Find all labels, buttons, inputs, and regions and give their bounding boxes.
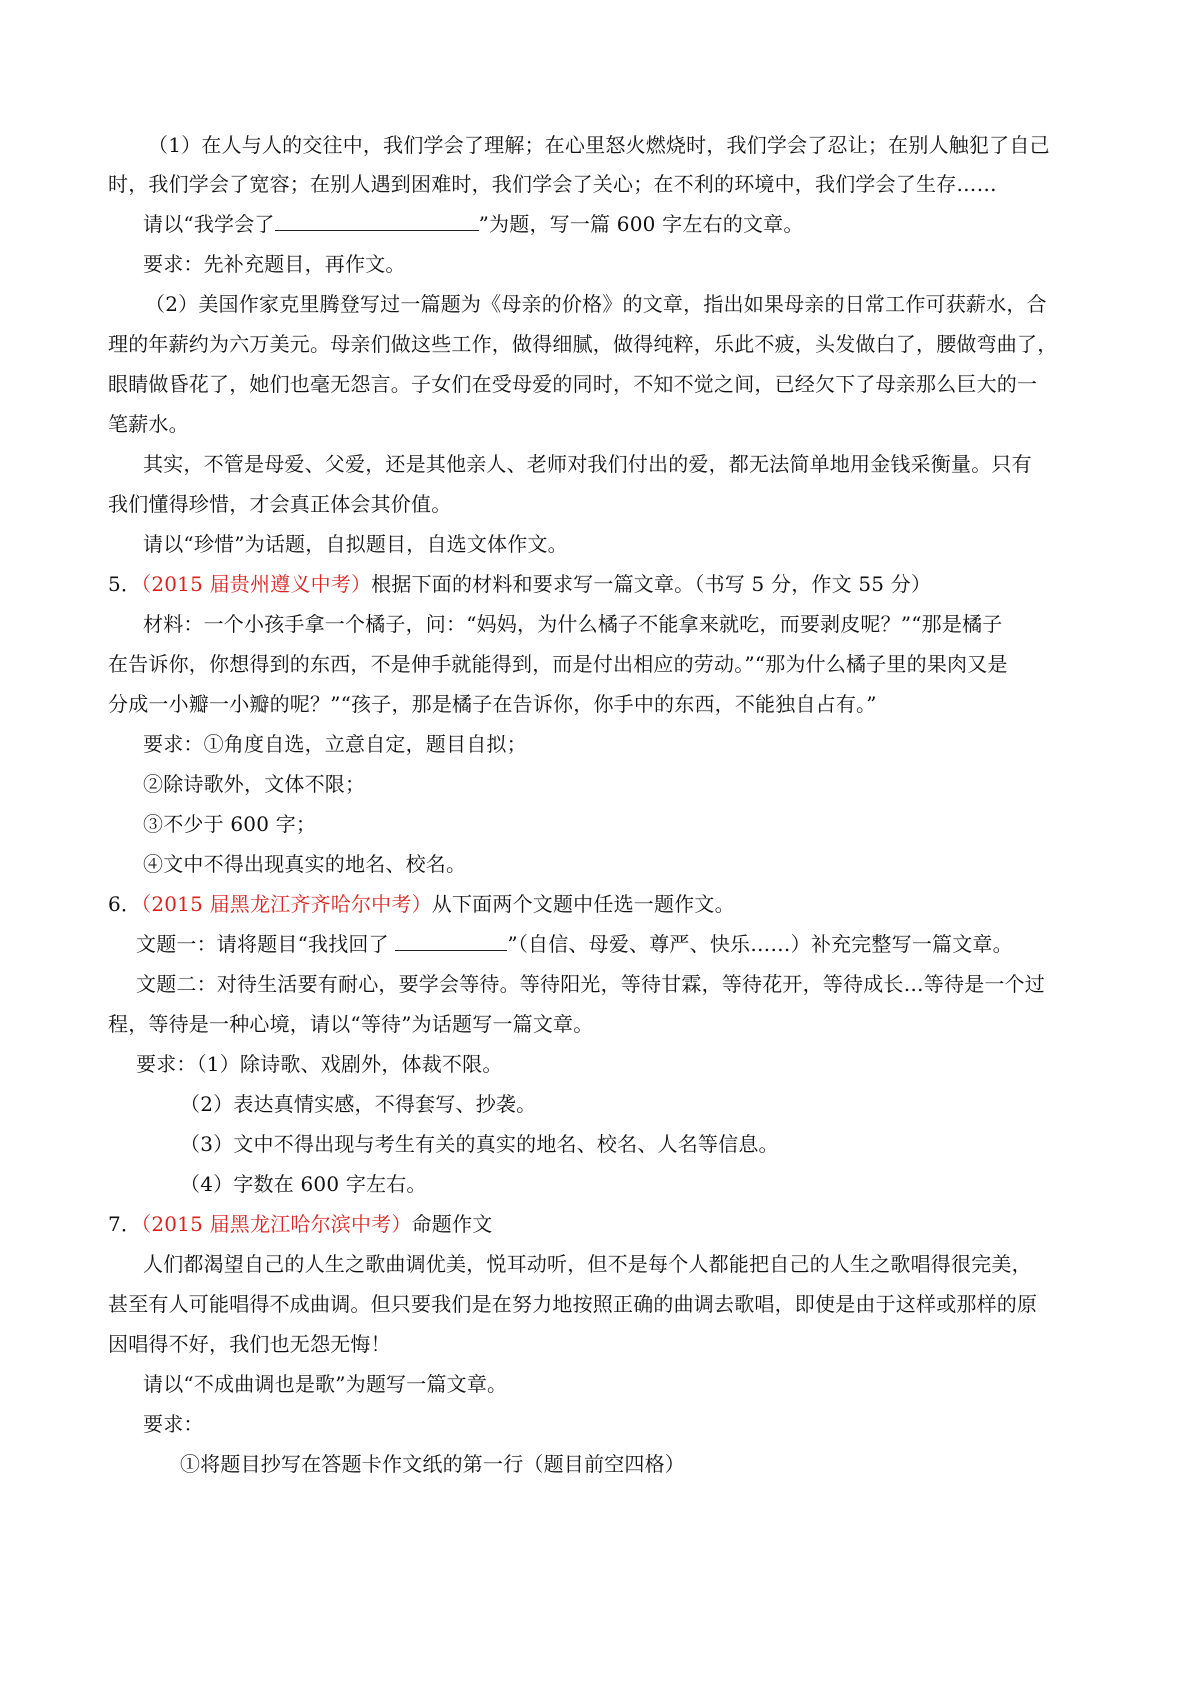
prompt-prefix: 请以“我学会了 <box>143 212 275 236</box>
paragraph-line: 笔薪水。 <box>108 412 189 436</box>
paragraph-line: 时，我们学会了宽容；在别人遇到困难时，我们学会了关心；在不利的环境中，我们学会了生存…… <box>108 172 997 196</box>
prompt-line: 请以“珍惜”为话题，自拟题目，自选文体作文。 <box>143 532 568 556</box>
title-blank <box>275 210 479 231</box>
material-line: 分成一小瓣一小瓣的呢？”“孩子，那是橘子在告诉你，你手中的东西，不能独自占有。” <box>108 692 877 716</box>
paragraph-line: 理的年薪约为六万美元。母亲们做这些工作，做得细腻，做得纯粹，乐此不疲，头发做白了，腰做弯曲了， <box>108 332 1058 356</box>
paragraph-line: 眼睛做昏花了，她们也毫无怨言。子女们在受母爱的同时，不知不觉之间，已经欠下了母亲那么巨大的一 <box>108 372 1038 396</box>
material-line: 人们都渴望自己的人生之歌曲调优美，悦耳动听，但不是每个人都能把自己的人生之歌唱得很完美， <box>143 1252 1032 1276</box>
requirement-heading: 要求： <box>143 1412 204 1436</box>
material-line: 在告诉你，你想得到的东西，不是伸手就能得到，而是付出相应的劳动。”“那为什么橘子里的果肉又是 <box>108 652 1008 676</box>
requirement-line: ②除诗歌外，文体不限； <box>143 772 366 796</box>
requirement-line: 要求：（1）除诗歌、戏剧外，体裁不限。 <box>136 1052 503 1076</box>
question-source: （2015 届黑龙江齐齐哈尔中考） <box>141 892 432 916</box>
requirement-line: ①将题目抄写在答题卡作文纸的第一行（题目前空四格） <box>180 1452 685 1476</box>
topic-2-line: 文题二：对待生活要有耐心，要学会等待。等待阳光，等待甘霖，等待花开，等待成长…等待是一个过 <box>136 972 1045 996</box>
paragraph-line: 我们懂得珍惜，才会真正体会其价值。 <box>108 492 452 516</box>
question-source: （2015 届贵州遵义中考） <box>141 572 372 596</box>
requirement-line: ③不少于 600 字； <box>143 812 317 836</box>
material-line: 材料：一个小孩手拿一个橘子，问：“妈妈，为什么橘子不能拿来就吃，而要剥皮呢？”“那是橘子 <box>143 612 1003 636</box>
topic-1-prefix: 文题一：请将题目“我找回了 <box>136 932 396 956</box>
topic-1-line <box>136 930 1013 958</box>
requirement-line: （3）文中不得出现与考生有关的真实的地名、校名、人名等信息。 <box>180 1132 779 1156</box>
question-number: 5． <box>108 572 142 596</box>
requirement-line: （2）表达真情实感，不得套写、抄袭。 <box>180 1092 537 1116</box>
question-5-heading <box>108 570 931 598</box>
prompt-line <box>143 210 804 238</box>
paragraph-line: 其实，不管是母爱、父爱，还是其他亲人、老师对我们付出的爱，都无法简单地用金钱采衡量。只有 <box>143 452 1032 476</box>
prompt-line: 请以“不成曲调也是歌”为题写一篇文章。 <box>143 1372 508 1396</box>
requirement-line: 要求：①角度自选，立意自定，题目自拟； <box>143 732 527 756</box>
requirement-line: 要求：先补充题目，再作文。 <box>143 252 406 276</box>
question-source: （2015 届黑龙江哈尔滨中考） <box>141 1212 412 1236</box>
question-number: 6． <box>108 892 142 916</box>
material-line: 因唱得不好，我们也无怨无悔！ <box>108 1332 391 1356</box>
paragraph-line: （2）美国作家克里腾登写过一篇题为《母亲的价格》的文章，指出如果母亲的日常工作可获薪水，合 <box>145 292 1047 316</box>
topic-1-suffix: ”（自信、母爱、尊严、快乐……）补充完整写一篇文章。 <box>507 932 1013 956</box>
question-stem: 从下面两个文题中任选一题作文。 <box>431 892 735 916</box>
question-number: 7． <box>108 1212 142 1236</box>
requirement-line: ④文中不得出现真实的地名、校名。 <box>143 852 467 876</box>
material-line: 甚至有人可能唱得不成曲调。但只要我们是在努力地按照正确的曲调去歌唱，即使是由于这样或那样的原 <box>108 1292 1038 1316</box>
topic-2-line: 程，等待是一种心境，请以“等待”为话题写一篇文章。 <box>108 1012 594 1036</box>
question-stem: 根据下面的材料和要求写一篇文章。（书写 5 分，作文 55 分） <box>371 572 932 596</box>
title-blank <box>395 930 507 951</box>
question-stem: 命题作文 <box>411 1212 493 1236</box>
question-6-heading <box>108 890 735 918</box>
paragraph-line: （1）在人与人的交往中，我们学会了理解；在心里怒火燃烧时，我们学会了忍让；在别人触犯了自己 <box>148 133 1050 157</box>
requirement-line: （4）字数在 600 字左右。 <box>180 1172 427 1196</box>
prompt-suffix: ”为题，写一篇 600 字左右的文章。 <box>478 212 804 236</box>
question-7-heading <box>108 1210 492 1238</box>
